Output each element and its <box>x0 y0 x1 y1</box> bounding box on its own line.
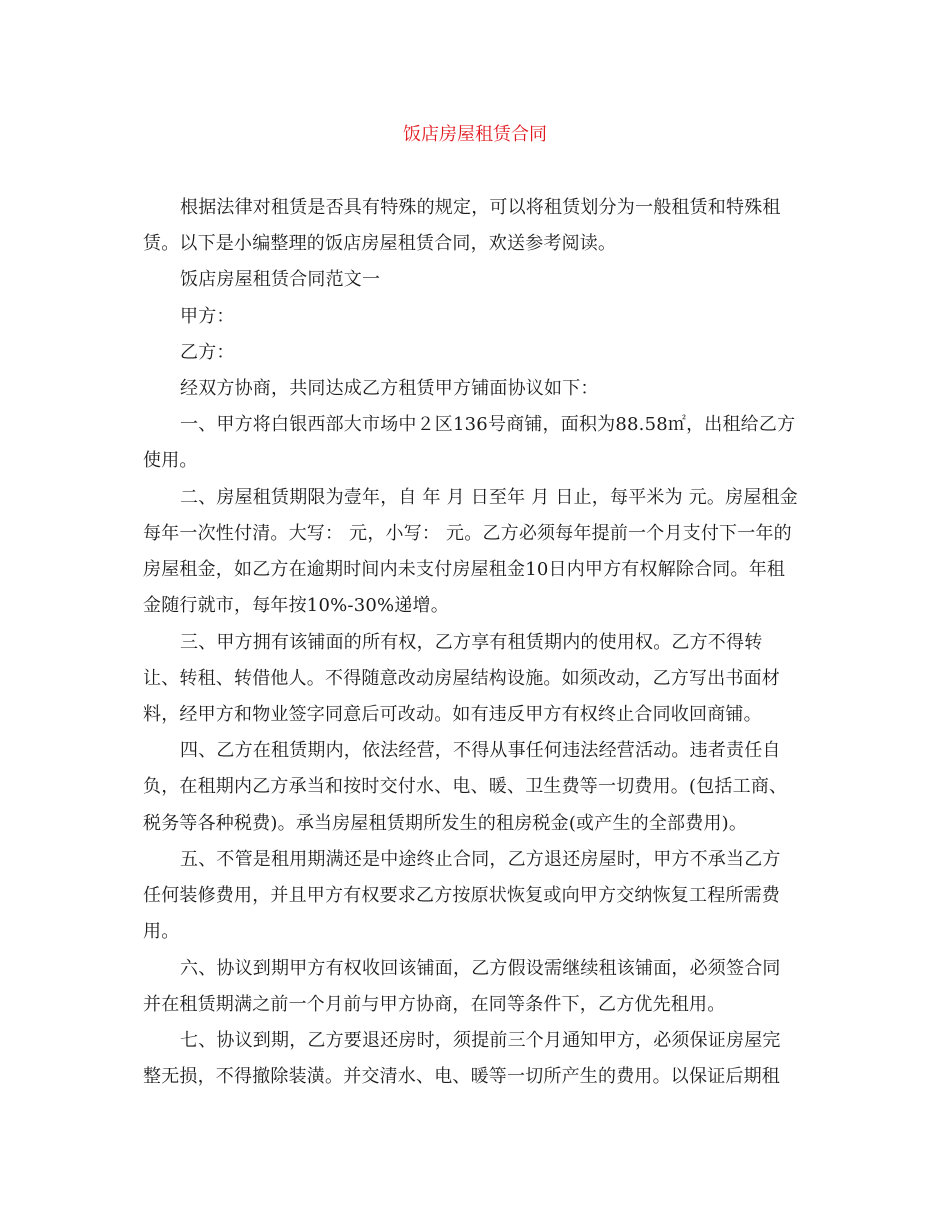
text-line: 赁。以下是小编整理的饭店房屋租赁合同，欢送参考阅读。 <box>143 233 617 254</box>
text-line: 一、甲方将白银西部大市场中２区136号商铺，面积为88.58㎡，出租给乙方 <box>180 414 796 435</box>
text-line: 六、协议到期甲方有权收回该铺面，乙方假设需继续租该铺面，必须签合同 <box>180 958 781 979</box>
text-line: 让、转租、转借他人。不得随意改动房屋结构设施。如须改动，乙方写出书面材 <box>143 668 780 689</box>
text-line: 根据法律对租赁是否具有特殊的规定，可以将租赁划分为一般租赁和特殊租 <box>180 197 781 218</box>
document-title: 饭店房屋租赁合同 <box>403 124 547 145</box>
text-line: 三、甲方拥有该铺面的所有权，乙方享有租赁期内的使用权。乙方不得转 <box>180 632 763 653</box>
text-line: 五、不管是租用期满还是中途终止合同，乙方退还房屋时，甲方不承当乙方 <box>180 849 781 870</box>
text-line: 每年一次性付清。大写： 元，小写： 元。乙方必须每年提前一个月支付下一年的 <box>143 523 792 544</box>
text-line: 房屋租金，如乙方在逾期时间内未支付房屋租金10日内甲方有权解除合同。年租 <box>143 559 786 580</box>
text-line: 用。 <box>143 921 180 942</box>
text-line: 四、乙方在租赁期内，依法经营，不得从事任何违法经营活动。违者责任自 <box>180 740 781 761</box>
text-line: 二、房屋租赁期限为壹年，自 年 月 日至年 月 日止，每平米为 元。房屋租金 <box>180 487 798 508</box>
text-line: 料，经甲方和物业签字同意后可改动。如有违反甲方有权终止合同收回商铺。 <box>143 704 762 725</box>
text-line: 饭店房屋租赁合同范文一 <box>180 269 381 290</box>
text-line: 使用。 <box>143 450 198 471</box>
text-line: 金随行就市，每年按10%-30%递增。 <box>143 595 449 616</box>
text-line: 并在租赁期满之前一个月前与甲方协商，在同等条件下，乙方优先租用。 <box>143 994 726 1015</box>
text-line: 乙方： <box>180 342 235 363</box>
text-line: 甲方： <box>180 306 235 327</box>
text-line: 任何装修费用，并且甲方有权要求乙方按原状恢复或向甲方交纳恢复工程所需费 <box>143 885 780 906</box>
text-line: 七、协议到期，乙方要退还房时，须提前三个月通知甲方，必须保证房屋完 <box>180 1030 781 1051</box>
text-line: 经双方协商，共同达成乙方租赁甲方铺面协议如下： <box>180 378 599 399</box>
text-line: 整无损，不得撤除装潢。并交清水、电、暖等一切所产生的费用。以保证后期租 <box>143 1066 780 1087</box>
text-line: 税务等各种税费)。承当房屋租赁期所发生的租房税金(或产生的全部费用)。 <box>143 813 748 834</box>
text-line: 负，在租期内乙方承当和按时交付水、电、暖、卫生费等一切费用。(包括工商、 <box>143 776 788 797</box>
